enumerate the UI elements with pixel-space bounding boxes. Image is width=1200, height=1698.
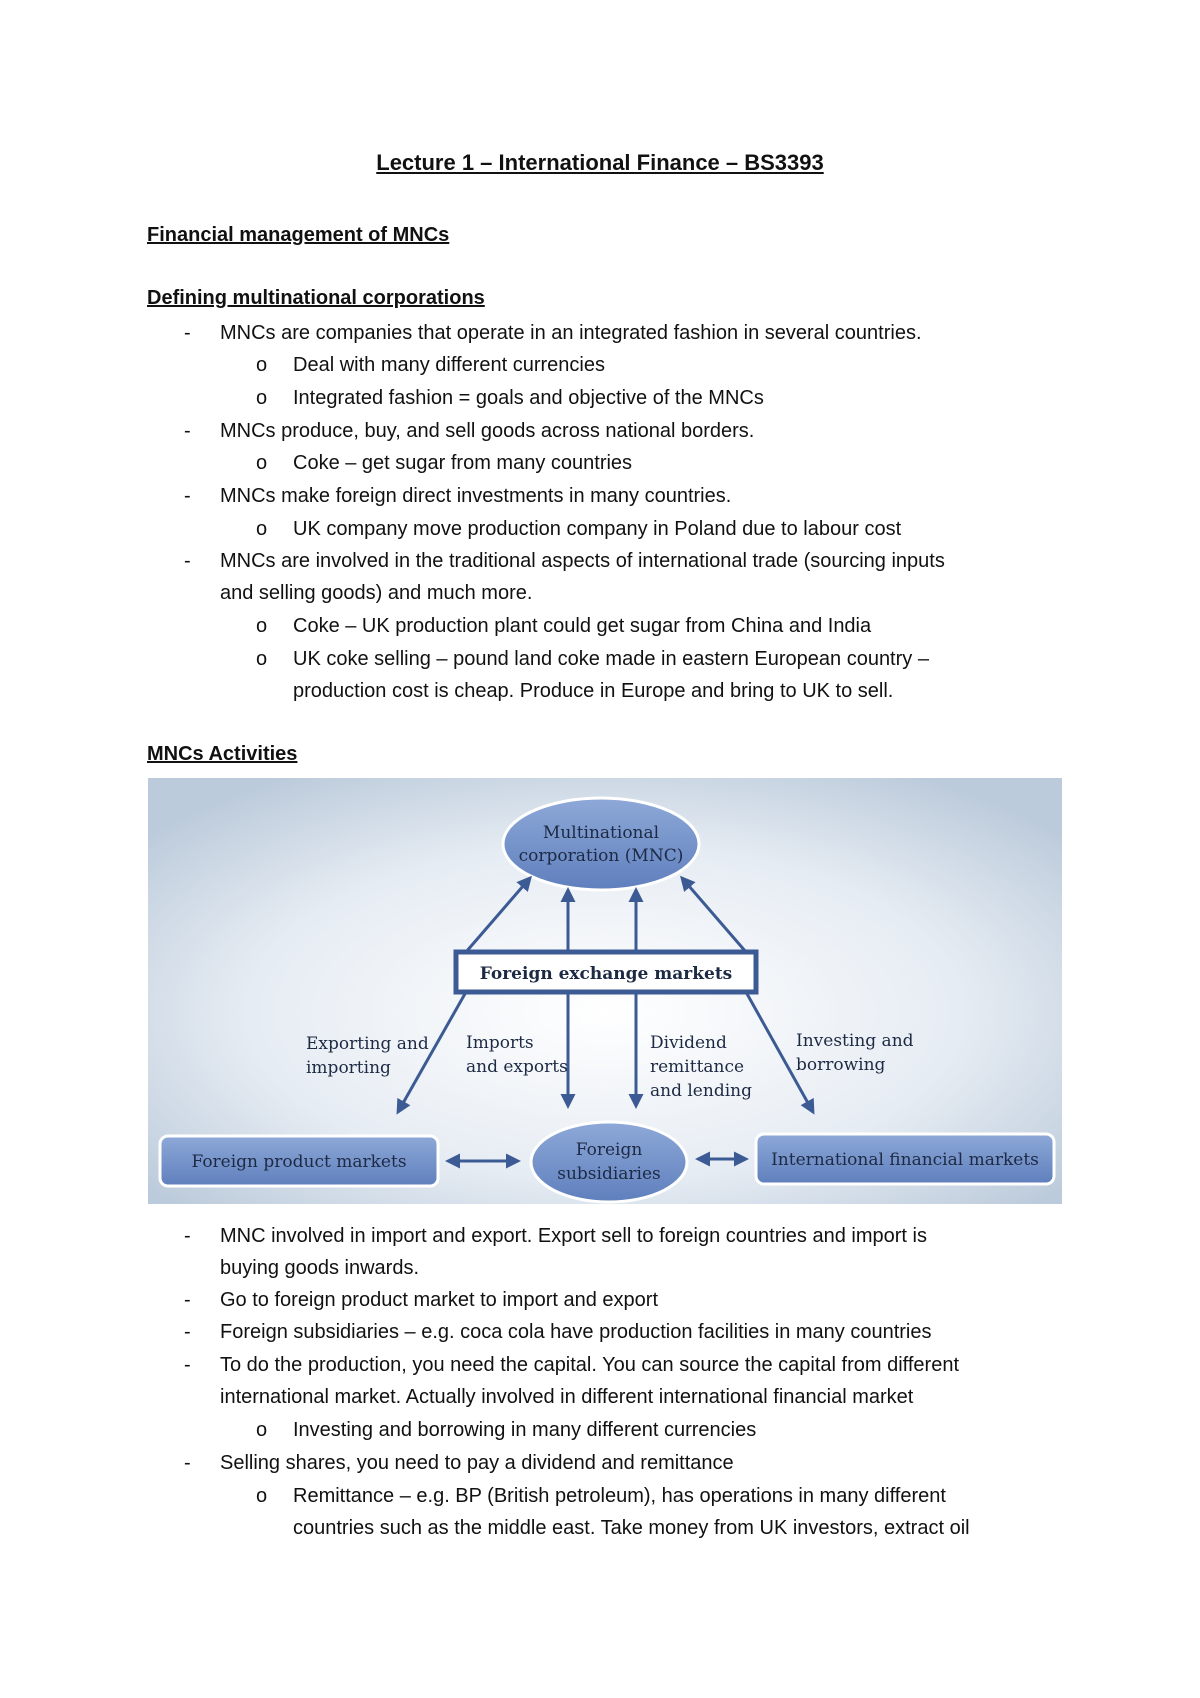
defining-sub-3-1: UK company move production company in Poland due to labour cost (293, 518, 902, 540)
foreign-subsidiaries-label-1: Foreign (575, 1140, 643, 1160)
document-title: Lecture 1 – International Finance – BS3393 (376, 150, 824, 175)
defining-sub-4-2-line-1: UK coke selling – pound land coke made in eastern European country – (293, 648, 929, 670)
defining-sub-1-1: Deal with many different currencies (293, 354, 605, 376)
mnc-label-line-2: corporation (MNC) (518, 846, 684, 866)
label-investing-2: borrowing (796, 1055, 886, 1075)
defining-bullet-4-line-2: and selling goods) and much more. (220, 582, 533, 604)
defining-sub-1-2: Integrated fashion = goals and objective of the MNCs (293, 387, 764, 409)
bullet-circle: o (256, 648, 268, 670)
activities-sub-5-1-line-2: countries such as the middle east. Take money from UK investors, extract oil (293, 1517, 970, 1539)
defining-sub-4-2-line-2: production cost is cheap. Produce in Europe and bring to UK to sell. (293, 680, 894, 702)
mnc-label-line-1: Multinational (542, 823, 660, 843)
heading-financial-management: Financial management of MNCs (147, 224, 450, 246)
mnc-activities-diagram (148, 778, 1062, 1204)
bullet-dash: - (184, 1289, 191, 1311)
label-imports-1: Imports (466, 1033, 534, 1053)
label-exporting-2: importing (306, 1058, 391, 1078)
bullet-dash: - (184, 420, 191, 442)
bullet-circle: o (256, 1485, 268, 1507)
heading-mncs-activities: MNCs Activities (147, 743, 298, 765)
bullet-circle: o (256, 518, 268, 540)
bullet-circle: o (256, 387, 268, 409)
bullet-dash: - (184, 1321, 191, 1343)
label-dividend-3: and lending (650, 1081, 752, 1101)
bullet-dash: - (184, 550, 191, 572)
label-dividend-1: Dividend (650, 1033, 727, 1053)
bullet-dash: - (184, 1225, 191, 1247)
bullet-circle: o (256, 1419, 268, 1441)
activities-sub-5-1-line-1: Remittance – e.g. BP (British petroleum), has operations in many different (293, 1485, 946, 1507)
activities-bullet-2: Go to foreign product market to import and export (220, 1289, 658, 1311)
foreign-subsidiaries-label-2: subsidiaries (557, 1164, 661, 1184)
defining-bullet-4-line-1: MNCs are involved in the traditional aspects of international trade (sourcing inputs (220, 550, 945, 572)
activities-sub-4-1: Investing and borrowing in many different currencies (293, 1419, 757, 1441)
bullet-circle: o (256, 615, 268, 637)
activities-bullet-1-line-2: buying goods inwards. (220, 1257, 420, 1279)
bullet-circle: o (256, 354, 268, 376)
defining-bullet-2: MNCs produce, buy, and sell goods across national borders. (220, 420, 755, 442)
label-imports-2: and exports (466, 1057, 568, 1077)
bullet-dash: - (184, 485, 191, 507)
international-financial-markets-label: International financial markets (771, 1150, 1039, 1170)
activities-bullet-3: Foreign subsidiaries – e.g. coca cola have production facilities in many countries (220, 1321, 932, 1343)
defining-bullet-1: MNCs are companies that operate in an integrated fashion in several countries. (220, 322, 922, 344)
activities-bullet-1-line-1: MNC involved in import and export. Export sell to foreign countries and import is (220, 1225, 927, 1247)
activities-bullet-5: Selling shares, you need to pay a dividend and remittance (220, 1452, 734, 1474)
heading-defining-mncs: Defining multinational corporations (147, 287, 485, 309)
bullet-circle: o (256, 452, 268, 474)
foreign-subsidiaries-node (531, 1122, 687, 1202)
activities-bullet-4-line-2: international market. Actually involved in different international financial market (220, 1386, 914, 1408)
bullet-dash: - (184, 1354, 191, 1376)
fx-markets-label: Foreign exchange markets (479, 964, 733, 984)
label-investing-1: Investing and (796, 1031, 914, 1051)
mnc-node (503, 798, 699, 890)
label-exporting-1: Exporting and (306, 1034, 429, 1054)
defining-sub-4-1: Coke – UK production plant could get sugar from China and India (293, 615, 872, 637)
bullet-dash: - (184, 322, 191, 344)
defining-bullet-3: MNCs make foreign direct investments in many countries. (220, 485, 732, 507)
activities-bullet-4-line-1: To do the production, you need the capital. You can source the capital from different (220, 1354, 960, 1376)
bullet-dash: - (184, 1452, 191, 1474)
defining-sub-2-1: Coke – get sugar from many countries (293, 452, 633, 474)
label-dividend-2: remittance (650, 1057, 745, 1077)
foreign-product-markets-label: Foreign product markets (191, 1152, 407, 1172)
